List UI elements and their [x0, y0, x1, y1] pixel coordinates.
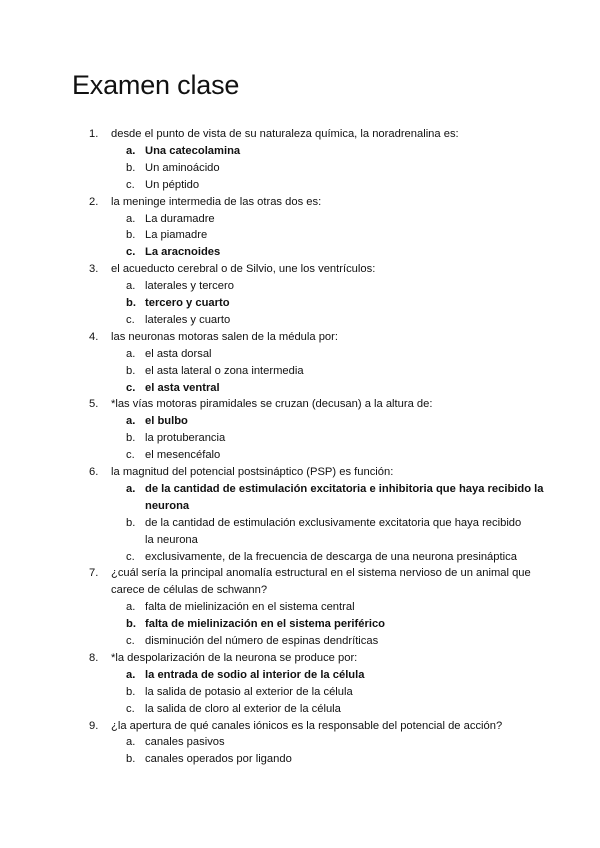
option-text-line2: la neurona	[145, 533, 198, 546]
question-text: ¿la apertura de qué canales iónicos es la responsable del potencial de acción?	[111, 719, 503, 732]
option-text: laterales y cuarto	[145, 313, 231, 326]
option-text: de la cantidad de estimulación exclusivamente excitatoria que haya recibido	[145, 516, 522, 529]
question-text: las neuronas motoras salen de la médula por:	[111, 330, 338, 343]
option-letter: b.	[126, 753, 136, 766]
option-text: el asta lateral o zona intermedia	[145, 364, 304, 377]
question-text: desde el punto de vista de su naturaleza química, la noradrenalina es:	[111, 128, 459, 140]
option-letter: b.	[126, 161, 136, 174]
option-letter: b.	[126, 297, 136, 309]
question-text: la meninge intermedia de las otras dos es:	[111, 195, 322, 208]
option-letter: a.	[126, 415, 136, 428]
question-number: 5.	[89, 398, 99, 411]
option-text: Un péptido	[145, 178, 200, 191]
question-number: 6.	[89, 466, 99, 478]
question-number: 8.	[89, 651, 99, 664]
question-text: la magnitud del potencial postsináptico (PSP) es función:	[111, 466, 394, 478]
question-text-line2: carece de células de schwann?	[111, 584, 268, 597]
question-text: ¿cuál sería la principal anomalía estructural en el sistema nervioso de un animal que	[111, 567, 531, 580]
option-text: de la cantidad de estimulación excitatoria e inhibitoria que haya recibido la	[145, 482, 544, 495]
option-text: falta de mielinización en el sistema central	[145, 601, 355, 614]
option-text: laterales y tercero	[145, 280, 234, 293]
question-number: 2.	[89, 195, 99, 208]
option-letter: c.	[126, 449, 135, 462]
option-text: Una catecolamina	[145, 144, 241, 157]
option-letter: b.	[126, 685, 136, 698]
option-text: La duramadre	[145, 212, 215, 225]
option-letter: c.	[126, 381, 136, 394]
option-text: canales pasivos	[145, 736, 225, 749]
option-text: Un aminoácido	[145, 161, 220, 174]
option-text-line2: neurona	[145, 499, 190, 512]
option-letter: c.	[126, 702, 135, 715]
option-letter: c.	[126, 178, 135, 191]
option-letter: a.	[126, 482, 136, 495]
question-text: *la despolarización de la neurona se produce por:	[111, 651, 358, 664]
question-text: *las vías motoras piramidales se cruzan (decusan) a la altura de:	[111, 398, 433, 411]
option-text: la protuberancia	[145, 432, 226, 445]
question-text: el acueducto cerebral o de Silvio, une los ventrículos:	[111, 263, 376, 276]
option-text: la salida de potasio al exterior de la célula	[145, 685, 353, 698]
option-letter: b.	[126, 229, 136, 242]
option-text: tercero y cuarto	[145, 297, 230, 309]
option-text: La piamadre	[145, 229, 208, 242]
question-number: 7.	[89, 567, 99, 580]
option-letter: a.	[126, 601, 136, 614]
option-text: falta de mielinización en el sistema periférico	[145, 618, 385, 631]
option-text: el asta ventral	[145, 381, 220, 394]
option-text: La aracnoides	[145, 246, 221, 259]
option-text: el mesencéfalo	[145, 449, 221, 462]
option-letter: a.	[126, 280, 136, 293]
option-text: exclusivamente, de la frecuencia de descarga de una neurona presináptica	[145, 550, 517, 563]
option-letter: c.	[126, 313, 135, 326]
page-title: Examen clase	[72, 70, 240, 100]
option-letter: c.	[126, 550, 135, 563]
option-text: la entrada de sodio al interior de la célula	[145, 668, 365, 681]
question-number: 4.	[89, 330, 99, 343]
option-letter: a.	[126, 212, 136, 225]
question-number: 3.	[89, 263, 99, 276]
question-number: 9.	[89, 719, 99, 732]
option-text: el asta dorsal	[145, 347, 212, 360]
option-letter: b.	[126, 364, 136, 377]
option-letter: a.	[126, 144, 136, 157]
option-letter: a.	[126, 668, 136, 681]
option-letter: b.	[126, 516, 136, 529]
option-text: canales operados por ligando	[145, 753, 292, 766]
option-letter: b.	[126, 432, 136, 445]
option-letter: b.	[126, 618, 136, 631]
option-text: el bulbo	[145, 415, 188, 428]
option-letter: a.	[126, 736, 136, 749]
question-number: 1.	[89, 128, 99, 140]
option-letter: a.	[126, 347, 136, 360]
option-text: disminución del número de espinas dendríticas	[145, 635, 379, 647]
option-letter: c.	[126, 635, 135, 647]
option-text: la salida de cloro al exterior de la célula	[145, 702, 341, 715]
option-letter: c.	[126, 246, 136, 259]
